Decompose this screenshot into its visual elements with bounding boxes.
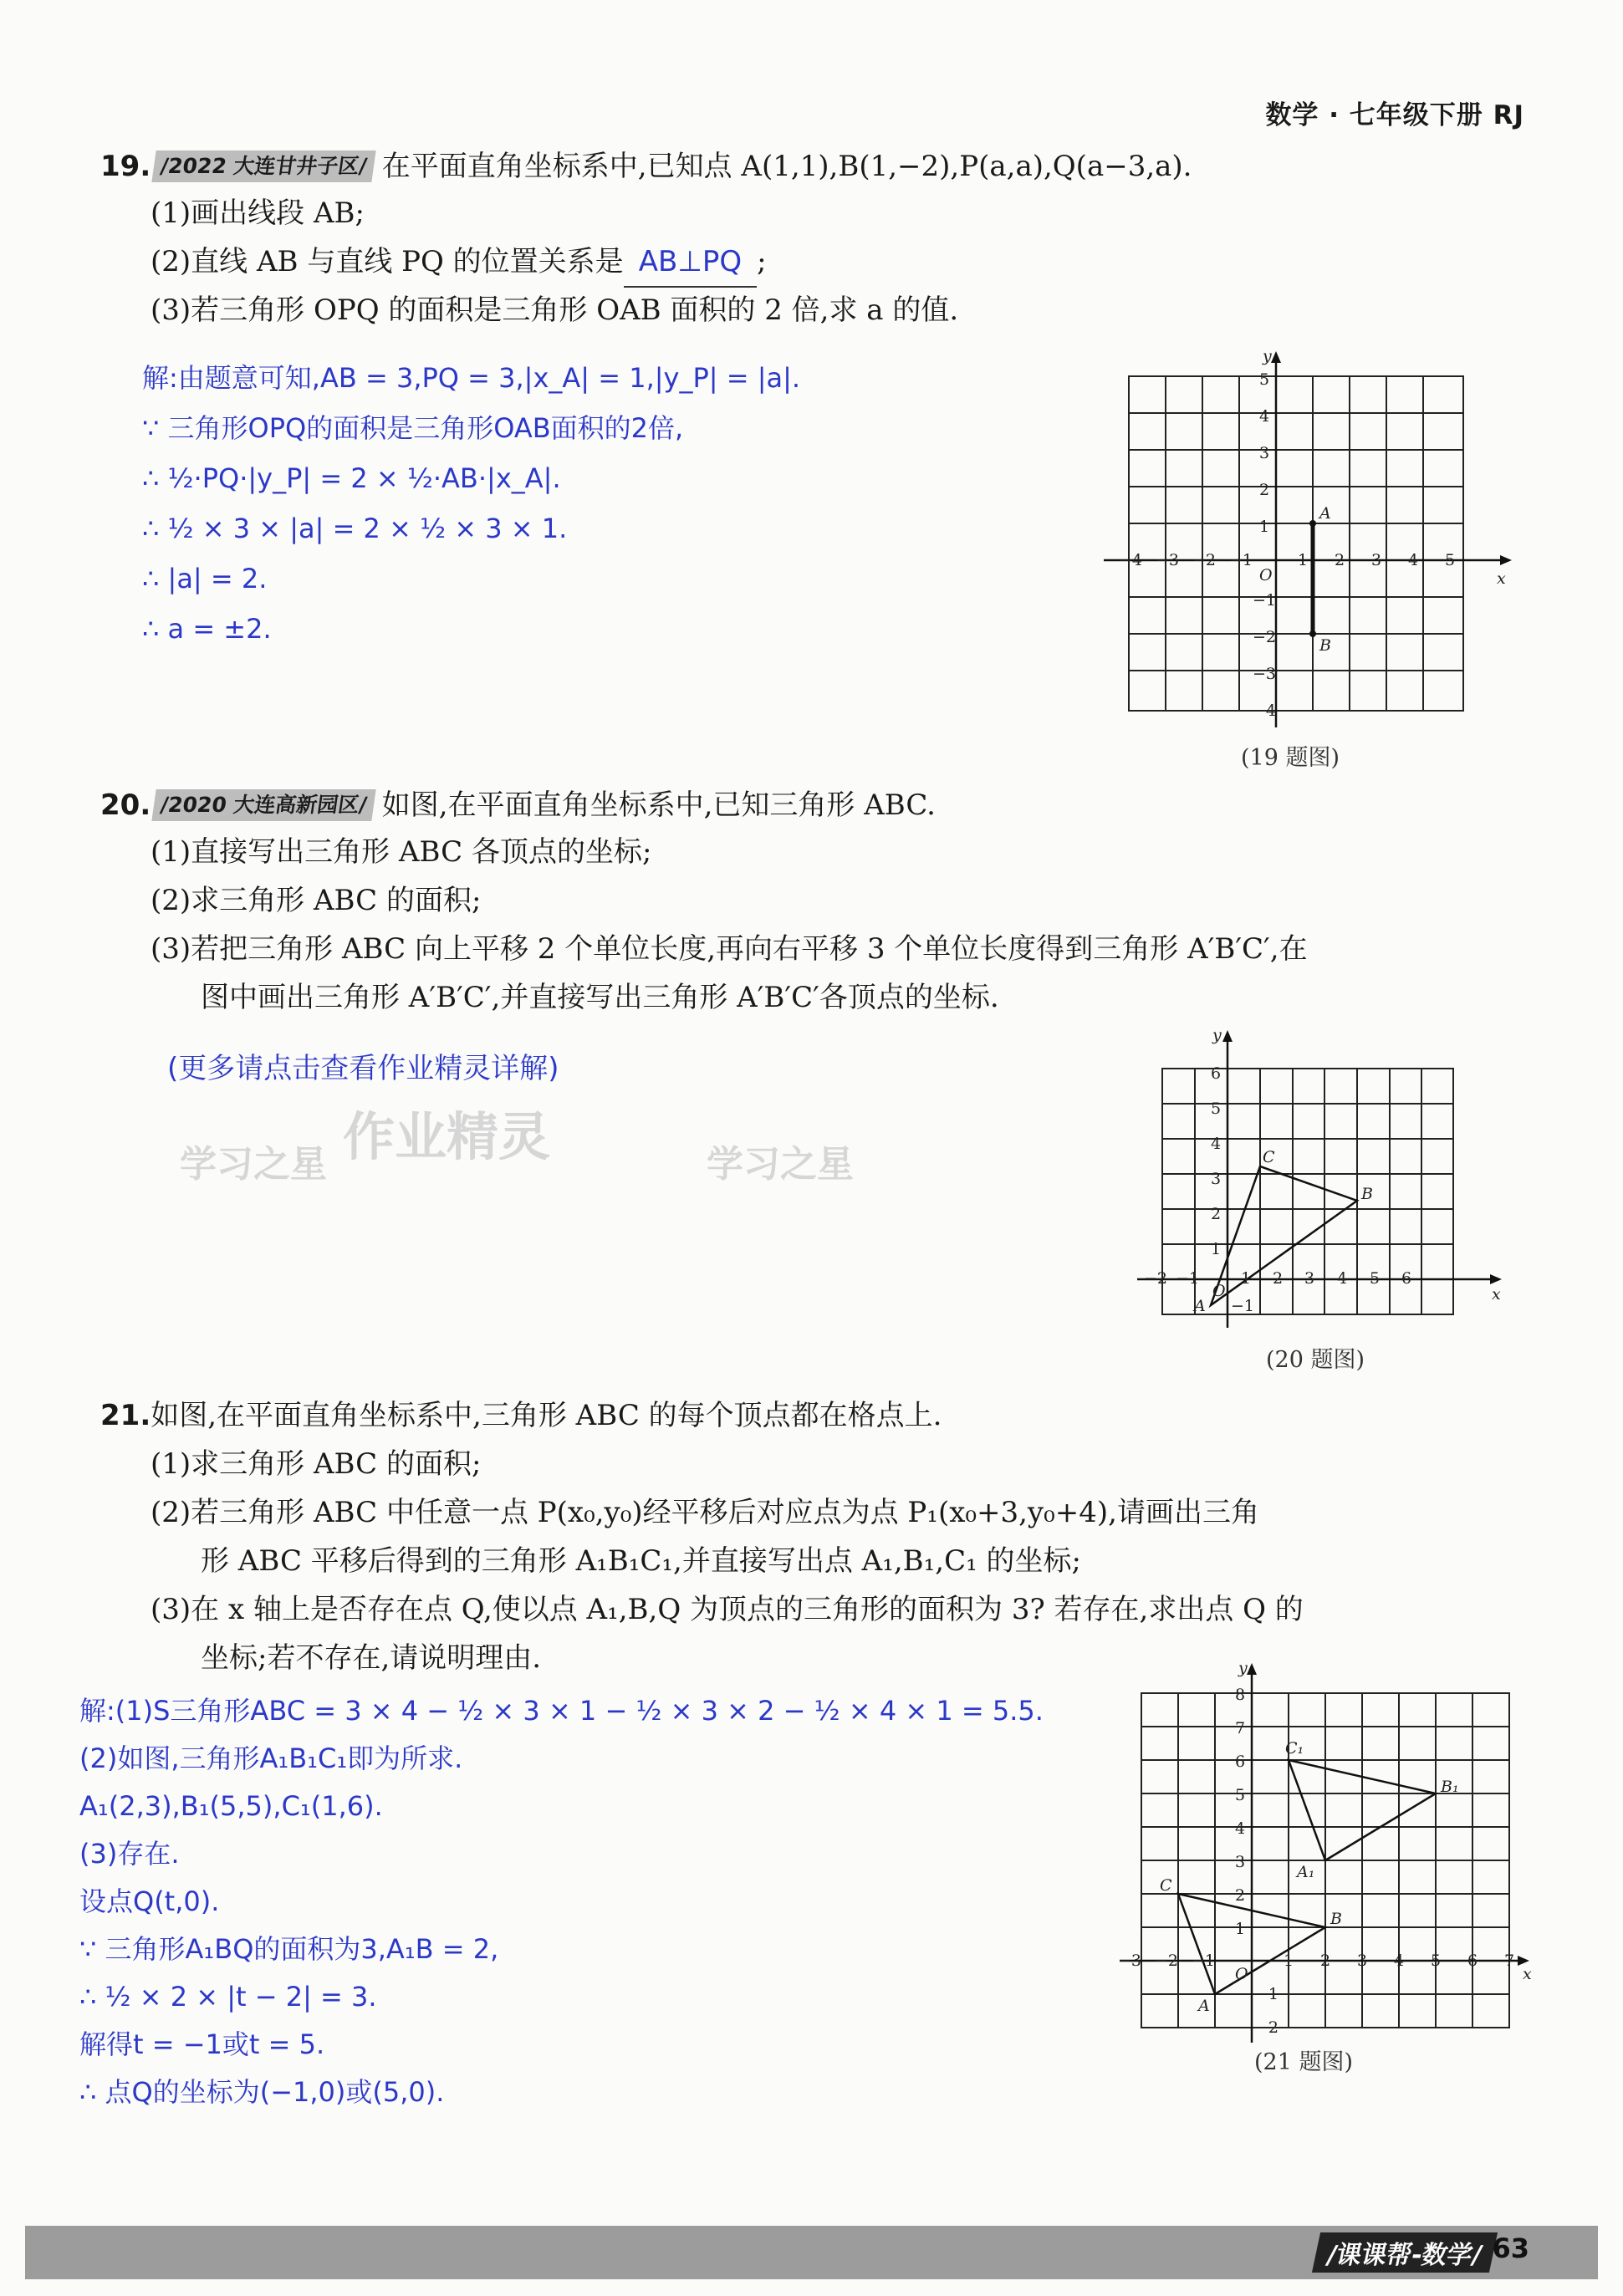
q21-xtick: 3 (1357, 1952, 1368, 1970)
q21-xtick: −3 (1118, 1952, 1142, 1970)
q21-sol-line: (2)如图,三角形A₁B₁C₁即为所求. (79, 1742, 463, 1774)
q19-solution (142, 353, 800, 654)
q19-ytick: −3 (1253, 665, 1277, 683)
q20-y-label: y (1212, 1027, 1222, 1044)
q20-ytick: 2 (1211, 1205, 1222, 1223)
q21-ytick: 6 (1235, 1753, 1246, 1771)
q21-part3b: 坐标;若不存在,请说明理由. (201, 1641, 542, 1675)
q21-xtick: 7 (1504, 1952, 1515, 1970)
q21-label-c1: C₁ (1285, 1739, 1304, 1758)
q20-number: 20. (100, 788, 151, 822)
q21-y-arrow (1247, 1663, 1257, 1675)
q19-part2-text: (2)直线 AB 与直线 PQ 的位置关系是 (151, 245, 624, 278)
q20-graph (1120, 1027, 1522, 1328)
q21-part3a: (3)在 x 轴上是否存在点 Q,使以点 A₁,B,Q 为顶点的三角形的面积为 3? 若存在,求出点 Q 的 (151, 1593, 1304, 1626)
q21-label-b: B (1330, 1910, 1342, 1928)
q21-xtick: −1 (1192, 1952, 1216, 1970)
q21-sol-line: (3)存在. (79, 1838, 180, 1870)
q19-x-arrow (1500, 555, 1512, 565)
watermark-logo: 学习之星 (180, 1143, 327, 1186)
q20-caption: (20 题图) (1266, 1347, 1365, 1373)
q19-ytick: −4 (1253, 702, 1277, 720)
q21-xtick: 2 (1320, 1952, 1331, 1970)
q20-part2: (2)求三角形 ABC 的面积; (151, 884, 482, 917)
q20-stem: 如图,在平面直角坐标系中,已知三角形 ABC. (381, 788, 936, 822)
q19-label-a: A (1319, 504, 1331, 523)
q19-source-tag: /2022 大连甘井子区/ (152, 151, 376, 182)
q19-part1: (1)画出线段 AB; (151, 196, 365, 230)
q21-ytick: 7 (1235, 1719, 1246, 1737)
q21-ytick: 8 (1235, 1686, 1246, 1704)
q21-ytick: −1 (1255, 1985, 1279, 2003)
q21-xtick: 5 (1431, 1952, 1442, 1970)
q20-ytick: 4 (1211, 1135, 1222, 1153)
q20-ytick: −1 (1231, 1297, 1255, 1315)
q19-sol-line: ∴ ½ × 3 × |a| = 2 × ½ × 3 × 1. (142, 513, 568, 544)
q19-part2-end: ; (757, 245, 767, 278)
q21-ytick: 5 (1235, 1786, 1246, 1804)
q20-part3b: 图中画出三角形 A′B′C′,并直接写出三角形 A′B′C′各顶点的坐标. (201, 981, 999, 1014)
q21-label-a: A (1198, 1997, 1210, 2015)
q19-ytick: −2 (1253, 628, 1277, 646)
q19-sol-line: ∴ a = ±2. (142, 613, 272, 645)
page-number: 63 (1492, 2232, 1529, 2264)
q20-xtick: 5 (1370, 1269, 1381, 1288)
q20-ytick: 6 (1211, 1064, 1222, 1083)
q20-x-arrow (1490, 1274, 1502, 1284)
q19-part3: (3)若三角形 OPQ 的面积是三角形 OAB 面积的 2 倍,求 a 的值. (151, 293, 959, 327)
q21-caption: (21 题图) (1254, 2049, 1354, 2075)
q20-y-arrow (1222, 1030, 1233, 1042)
q19-sol-line: 解:由题意可知,AB = 3,PQ = 3,|x_A| = 1,|y_P| = |a|. (142, 362, 801, 394)
q20-xtick: 1 (1241, 1269, 1252, 1288)
q21-label-b1: B₁ (1441, 1778, 1459, 1796)
q19-point-a (1309, 520, 1316, 527)
q21-xtick: −2 (1155, 1952, 1179, 1970)
q20-part3a: (3)若把三角形 ABC 向上平移 2 个单位长度,再向右平移 3 个单位长度得到三角形 A′B′C′,在 (151, 932, 1308, 966)
q19-y-label: y (1263, 351, 1272, 365)
q19-ytick: 3 (1259, 444, 1270, 462)
q20-xtick: 6 (1401, 1269, 1412, 1288)
q19-y-arrow (1271, 351, 1281, 363)
q19-xtick: 4 (1408, 551, 1419, 569)
q19-xtick: −1 (1229, 551, 1253, 569)
q19-sol-line: ∵ 三角形OPQ的面积是三角形OAB面积的2倍, (142, 412, 684, 444)
q19-caption: (19 题图) (1241, 745, 1340, 771)
q19-sol-line: ∴ |a| = 2. (142, 563, 268, 594)
q19-sol-line: ∴ ½·PQ·|y_P| = 2 × ½·AB·|x_A|. (142, 462, 561, 494)
q20-ytick: 3 (1211, 1170, 1222, 1188)
q19-stem: 在平面直角坐标系中,已知点 A(1,1),B(1,−2),P(a,a),Q(a−3,a). (381, 150, 1192, 183)
q19-ytick: −1 (1253, 591, 1277, 610)
q20-part1: (1)直接写出三角形 ABC 各顶点的坐标; (151, 835, 652, 869)
q19-xtick: −4 (1119, 551, 1143, 569)
q21-solution (79, 1687, 1044, 2116)
q21-y-label: y (1238, 1660, 1248, 1677)
q19-part2-answer: AB⊥PQ (624, 237, 757, 288)
q21-sol-line: A₁(2,3),B₁(5,5),C₁(1,6). (79, 1790, 383, 1822)
q20-xtick: −1 (1176, 1269, 1200, 1288)
q21-sol-line: ∵ 三角形A₁BQ的面积为3,A₁B = 2, (79, 1933, 499, 1965)
q20-triangle-abc (1211, 1166, 1357, 1305)
q19-ytick: 4 (1259, 407, 1270, 426)
q21-xtick: 6 (1467, 1952, 1478, 1970)
q21-origin: O (1235, 1965, 1248, 1983)
q21-ytick: −2 (1255, 2018, 1279, 2037)
q20-ytick: 5 (1211, 1100, 1222, 1118)
q19-stem-line (100, 142, 1192, 191)
q20-label-a: A (1194, 1297, 1206, 1315)
q20-label-c: C (1263, 1148, 1275, 1166)
q19-x-label: x (1497, 569, 1506, 588)
q21-sol-line: ∴ ½ × 2 × |t − 2| = 3. (79, 1981, 377, 2013)
q19-xtick: 3 (1371, 551, 1382, 569)
q21-sol-line: 解得t = −1或t = 5. (79, 2028, 325, 2060)
q21-ytick: 2 (1235, 1886, 1246, 1905)
q21-number: 21. (100, 1399, 151, 1432)
q21-sol-line: 设点Q(t,0). (79, 1885, 220, 1917)
q21-ytick: 3 (1235, 1853, 1246, 1871)
q20-details-link[interactable]: (更多请点击查看作业精灵详解) (167, 1052, 559, 1085)
q21-sol-line: 解:(1)S三角形ABC = 3 × 4 − ½ × 3 × 1 − ½ × 3 × 2 − ½ × 4 × 1 = 5.5. (79, 1695, 1044, 1727)
watermark-logo: 学习之星 (707, 1143, 854, 1186)
q21-stem: 如图,在平面直角坐标系中,三角形 ABC 的每个顶点都在格点上. (151, 1399, 942, 1432)
q19-xtick: −2 (1192, 551, 1217, 569)
q21-label-c: C (1160, 1876, 1172, 1895)
page-header: 数学 · 七年级下册 RJ (1265, 100, 1524, 130)
q19-point-b (1309, 630, 1316, 637)
q20-xtick: 3 (1304, 1269, 1315, 1288)
q19-number: 19. (100, 150, 151, 183)
q19-xtick: 2 (1335, 551, 1345, 569)
q20-xtick: 4 (1337, 1269, 1348, 1288)
q19-ytick: 5 (1259, 370, 1270, 389)
q20-stem-line (100, 781, 936, 829)
q19-grid (1129, 376, 1463, 711)
q20-ytick: 1 (1211, 1240, 1222, 1258)
q21-stem-line (100, 1391, 942, 1440)
q19-ytick: 2 (1259, 481, 1270, 499)
q20-label-b: B (1361, 1185, 1373, 1203)
q19-graph (1087, 351, 1522, 736)
q19-xtick: 5 (1445, 551, 1456, 569)
footer-brand: /课课帮-数学/ (1312, 2232, 1498, 2273)
q21-xtick: 1 (1284, 1952, 1294, 1970)
q21-x-label: x (1523, 1965, 1532, 1983)
q19-ytick: 1 (1259, 518, 1270, 536)
q21-xtick: 4 (1394, 1952, 1405, 1970)
q20-xtick: 2 (1273, 1269, 1284, 1288)
q21-sol-line: ∴ 点Q的坐标为(−1,0)或(5,0). (79, 2076, 445, 2108)
q19-xtick: 1 (1298, 551, 1309, 569)
watermark-logo: 作业精灵 (343, 1106, 551, 1167)
q19-xtick: −3 (1156, 551, 1180, 569)
q20-x-label: x (1492, 1285, 1501, 1304)
q21-part2b: 形 ABC 平移后得到的三角形 A₁B₁C₁,并直接写出点 A₁,B₁,C₁ 的坐标; (201, 1544, 1081, 1578)
q19-part2 (151, 237, 767, 288)
q19-label-b: B (1319, 636, 1331, 655)
q20-origin: O (1212, 1282, 1226, 1300)
q20-source-tag: /2020 大连高新园区/ (152, 789, 376, 821)
q21-ytick: 1 (1235, 1920, 1246, 1938)
q21-part1: (1)求三角形 ABC 的面积; (151, 1447, 482, 1481)
q19-origin: O (1259, 566, 1273, 584)
q21-part2a: (2)若三角形 ABC 中任意一点 P(x₀,y₀)经平移后对应点为点 P₁(x₀+3,y₀+4),请画出三角 (151, 1496, 1259, 1529)
q20-xtick: −2 (1144, 1269, 1168, 1288)
q21-graph (1108, 1660, 1543, 2044)
q21-label-a1: A₁ (1297, 1863, 1315, 1881)
q21-ytick: 4 (1235, 1819, 1246, 1838)
